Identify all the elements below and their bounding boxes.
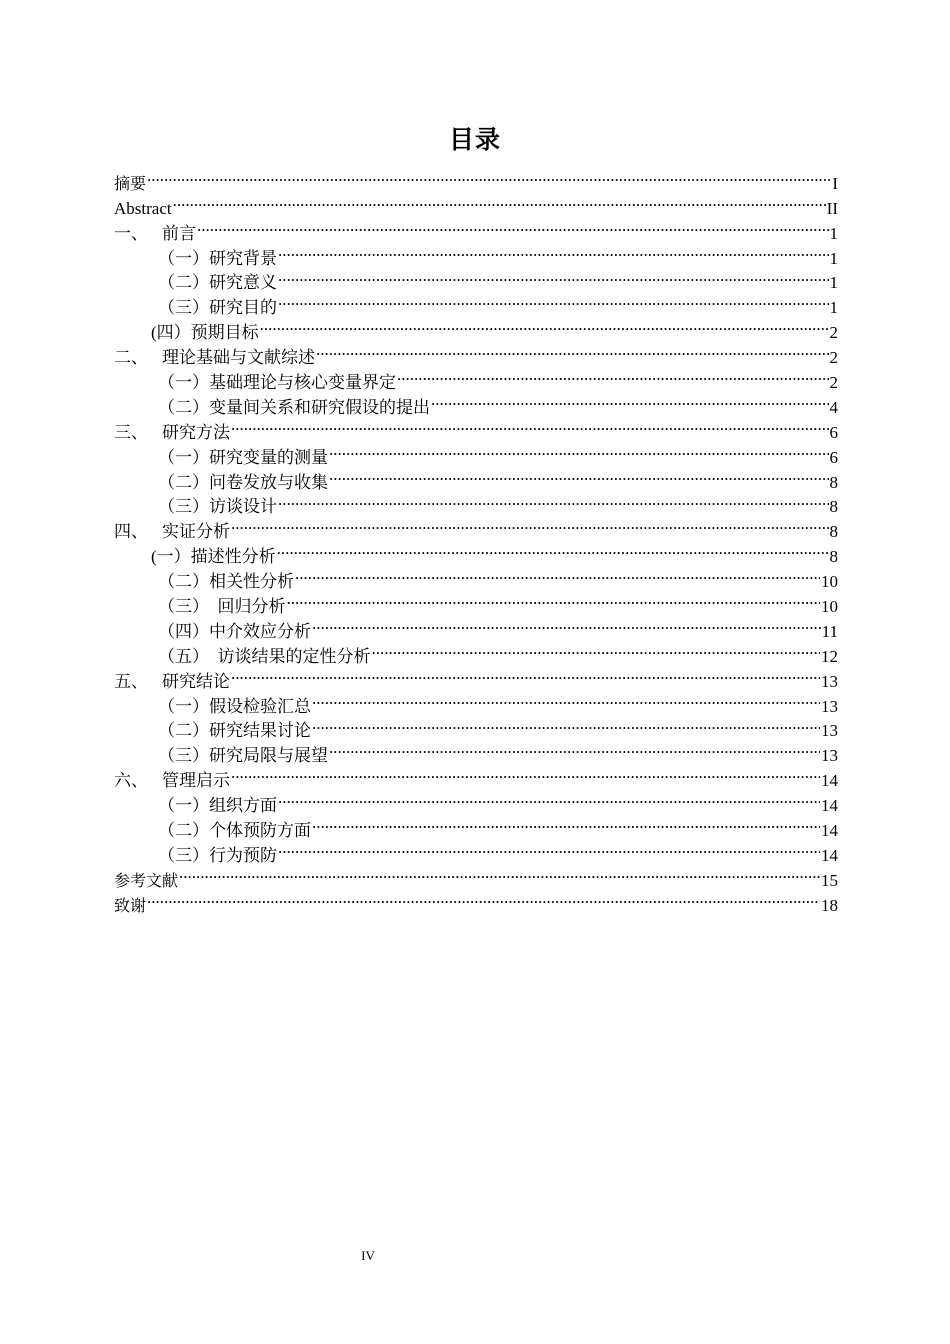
toc-page-number: 13 xyxy=(821,671,838,691)
toc-entry-label: 前言 xyxy=(162,223,196,243)
toc-dot-leader xyxy=(278,786,820,811)
toc-page-number: 10 xyxy=(821,597,838,617)
toc-chapter-number: 四、 xyxy=(114,522,148,542)
toc-entry-label: （二）问卷发放与收集 xyxy=(158,472,328,492)
toc-entry-label: （三）研究局限与展望 xyxy=(158,746,328,766)
toc-page-number: 11 xyxy=(821,621,838,641)
toc-dot-leader xyxy=(277,537,829,562)
toc-page-number: 12 xyxy=(821,646,838,666)
toc-page-number: 6 xyxy=(829,422,838,442)
toc-entry-label: （三）研究目的 xyxy=(158,298,277,318)
table-of-contents xyxy=(114,164,838,915)
toc-entry-label: (一）描述性分析 xyxy=(151,547,276,567)
toc-entry-label: 研究结论 xyxy=(162,671,230,691)
toc-page-number: 13 xyxy=(821,746,838,766)
toc-entry-label: （三）访谈设计 xyxy=(158,497,277,517)
toc-entry-label: 理论基础与文献综述 xyxy=(162,348,315,368)
toc-entry-section[interactable] xyxy=(114,239,838,268)
toc-entry-label: Abstract xyxy=(114,198,172,218)
toc-dot-leader xyxy=(312,712,820,737)
toc-dot-leader xyxy=(287,587,821,612)
toc-entry-label: （一）研究背景 xyxy=(158,248,277,268)
toc-dot-leader xyxy=(231,662,820,687)
toc-entry-references[interactable] xyxy=(114,861,838,890)
toc-page-number: 8 xyxy=(829,497,838,517)
toc-entry-abstract-cn[interactable] xyxy=(114,164,838,193)
toc-dot-leader xyxy=(372,637,821,662)
toc-page-number: 6 xyxy=(829,447,838,467)
toc-entry-label: （三） 回归分析 xyxy=(158,597,286,617)
toc-dot-leader xyxy=(295,562,820,587)
toc-page-number: 8 xyxy=(829,522,838,542)
toc-entry-label: （二）变量间关系和研究假设的提出 xyxy=(158,397,430,417)
toc-entry-label: （二）研究结果讨论 xyxy=(158,721,311,741)
toc-entry-label: （一）研究变量的测量 xyxy=(158,447,328,467)
toc-page-number: 14 xyxy=(821,771,838,791)
toc-entry-label: （二）研究意义 xyxy=(158,273,277,293)
toc-dot-leader xyxy=(312,612,821,637)
toc-entry-label: （四）中介效应分析 xyxy=(158,621,311,641)
toc-dot-leader xyxy=(147,886,820,911)
toc-page-number: 15 xyxy=(821,870,838,890)
toc-dot-leader xyxy=(278,288,829,313)
toc-dot-leader xyxy=(312,687,820,712)
footer-page-number: IV xyxy=(361,1248,375,1263)
toc-page-number: 4 xyxy=(829,397,838,417)
toc-dot-leader xyxy=(329,736,820,761)
toc-page-number: 2 xyxy=(829,348,838,368)
toc-dot-leader xyxy=(231,512,829,537)
toc-dot-leader xyxy=(278,264,829,289)
toc-chapter-number: 三、 xyxy=(114,422,148,442)
toc-dot-leader xyxy=(231,413,829,438)
toc-dot-leader xyxy=(147,164,831,189)
toc-entry-label: （一）基础理论与核心变量界定 xyxy=(158,373,396,393)
toc-page-number: I xyxy=(832,173,838,193)
toc-dot-leader xyxy=(329,438,829,463)
toc-chapter-number: 二、 xyxy=(114,348,148,368)
toc-page-number: 18 xyxy=(821,895,838,915)
toc-entry-label: 参考文献 xyxy=(114,870,179,890)
toc-entry-label: (四）预期目标 xyxy=(151,323,259,343)
toc-title: 目录 xyxy=(448,125,501,154)
toc-chapter-number: 五、 xyxy=(114,671,148,691)
toc-page-number: 10 xyxy=(821,572,838,592)
toc-entry-label: 致谢 xyxy=(114,895,147,915)
toc-page-number: 14 xyxy=(821,845,838,865)
toc-dot-leader xyxy=(278,488,829,513)
toc-dot-leader xyxy=(179,861,820,886)
toc-dot-leader xyxy=(278,239,829,264)
toc-page-number: 2 xyxy=(829,373,838,393)
toc-dot-leader xyxy=(260,313,829,338)
toc-dot-leader xyxy=(197,214,829,239)
toc-entry-label: （二）个体预防方面 xyxy=(158,821,311,841)
toc-dot-leader xyxy=(316,338,829,363)
toc-dot-leader xyxy=(397,363,829,388)
toc-page-number: 1 xyxy=(829,223,838,243)
toc-page-number: 1 xyxy=(829,298,838,318)
toc-entry-label: （五） 访谈结果的定性分析 xyxy=(158,646,371,666)
toc-dot-leader xyxy=(173,189,826,214)
toc-dot-leader xyxy=(231,761,820,786)
toc-entry-label: 管理启示 xyxy=(162,771,230,791)
toc-dot-leader xyxy=(431,388,829,413)
toc-page-number: 1 xyxy=(829,273,838,293)
toc-entry-label: （一）组织方面 xyxy=(158,796,277,816)
toc-entry-label: （一）假设检验汇总 xyxy=(158,696,311,716)
toc-entry-label: （二）相关性分析 xyxy=(158,572,294,592)
toc-page-number: 14 xyxy=(821,796,838,816)
toc-chapter-number: 六、 xyxy=(114,771,148,791)
toc-entry-label: 实证分析 xyxy=(162,522,230,542)
toc-page-number: II xyxy=(826,198,838,218)
toc-page-number: 13 xyxy=(821,696,838,716)
toc-page-number: 14 xyxy=(821,821,838,841)
toc-page-number: 1 xyxy=(829,248,838,268)
toc-page-number: 8 xyxy=(829,472,838,492)
toc-page-number: 8 xyxy=(829,547,838,567)
toc-entry-label: 摘要 xyxy=(114,173,147,193)
toc-dot-leader xyxy=(278,836,820,861)
toc-dot-leader xyxy=(329,463,829,488)
toc-entry-label: 研究方法 xyxy=(162,422,230,442)
toc-chapter-number: 一、 xyxy=(114,223,148,243)
toc-dot-leader xyxy=(312,811,820,836)
toc-page-number: 2 xyxy=(829,323,838,343)
toc-page-number: 13 xyxy=(821,721,838,741)
toc-entry-acknowledgements[interactable] xyxy=(114,886,838,915)
toc-entry-label: （三）行为预防 xyxy=(158,845,277,865)
toc-entry-abstract-en[interactable] xyxy=(114,189,838,218)
toc-entry-chapter-1[interactable] xyxy=(114,214,838,243)
